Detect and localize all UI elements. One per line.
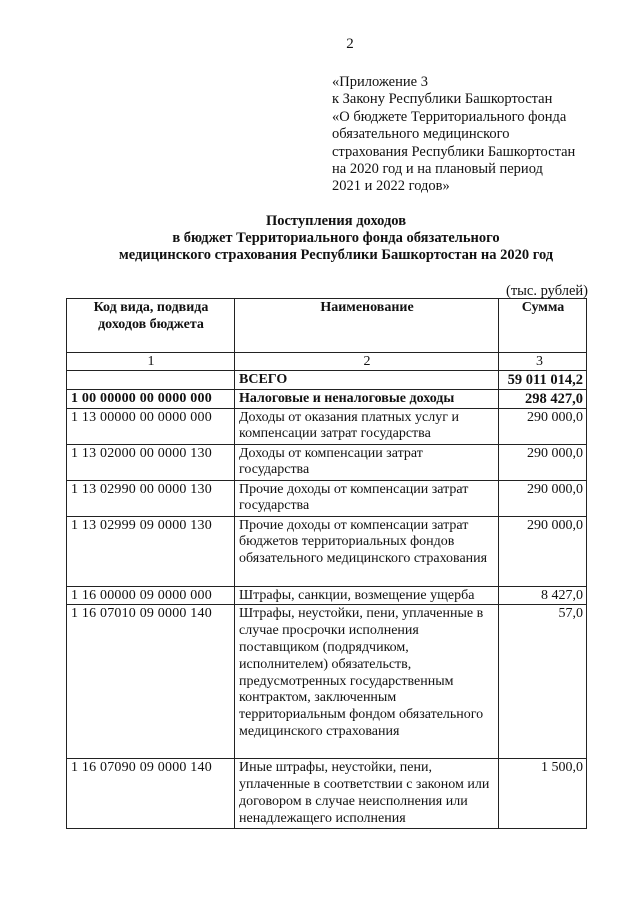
column-number: 1 (67, 353, 235, 371)
appendix-line: «О бюджете Территориального фонда (332, 108, 567, 125)
revenue-table (66, 298, 587, 829)
header-name: Наименование (235, 299, 499, 353)
title-line: медицинского страхования Республики Башкортостан на 2020 год (118, 247, 554, 263)
column-number: 3 (499, 353, 587, 371)
row-name: Штрафы, неустойки, пени, уплаченные в случае просрочки исполнения поставщиком (подрядчиком, исполнителем) обязательств, предусмотренных государственным контрактом, заключенным территориальным фондом обязательного медицинского страхования (235, 605, 499, 759)
row-code (67, 371, 235, 390)
header-code: Код вида, подвида доходов бюджета (67, 299, 235, 353)
title-line: Поступления доходов (265, 213, 407, 229)
column-number-row (67, 353, 587, 371)
header-amount: Сумма (499, 299, 587, 353)
row-code: 1 13 02990 00 0000 130 (67, 480, 235, 516)
row-name: Налоговые и неналоговые доходы (235, 389, 499, 408)
row-code: 1 13 00000 00 0000 000 (67, 408, 235, 444)
row-amount: 290 000,0 (499, 480, 587, 516)
table-row-total (67, 371, 587, 390)
row-code: 1 13 02999 09 0000 130 (67, 516, 235, 586)
page-number: 2 (346, 36, 354, 52)
table-row (67, 759, 587, 828)
table-row (67, 389, 587, 408)
appendix-line: страхования Республики Башкортостан (332, 143, 576, 160)
appendix-line: обязательного медицинского (332, 126, 510, 143)
appendix-line: на 2020 год и на плановый период (332, 161, 543, 178)
document-title (0, 213, 640, 264)
row-amount: 298 427,0 (499, 389, 587, 408)
appendix-line: к Закону Республики Башкортостан (332, 91, 553, 108)
appendix-line: 2021 и 2022 годов» (332, 178, 450, 195)
row-amount: 8 427,0 (499, 586, 587, 605)
row-amount: 290 000,0 (499, 516, 587, 586)
table-row (67, 605, 587, 759)
row-name: Доходы от компенсации затрат государства (235, 444, 499, 480)
row-name: Прочие доходы от компенсации затрат государства (235, 480, 499, 516)
appendix-reference (332, 74, 622, 196)
unit-note: (тыс. рублей) (506, 283, 588, 299)
row-amount: 57,0 (499, 605, 587, 759)
table-header-row (67, 299, 587, 353)
row-code: 1 16 07090 09 0000 140 (67, 759, 235, 828)
row-name: Иные штрафы, неустойки, пени, уплаченные в соответствии с законом или договором в случае неисполнения или ненадлежащего исполнения (235, 759, 499, 828)
table-row (67, 408, 587, 444)
table-row (67, 444, 587, 480)
appendix-line: «Приложение 3 (332, 74, 428, 90)
title-line: в бюджет Территориального фонда обязательного (172, 230, 500, 246)
row-name: Штрафы, санкции, возмещение ущерба (235, 586, 499, 605)
row-name: Прочие доходы от компенсации затрат бюджетов территориальных фондов обязательного медицинского страхования (235, 516, 499, 586)
row-name: Доходы от оказания платных услуг и компенсации затрат государства (235, 408, 499, 444)
table-row (67, 480, 587, 516)
column-number: 2 (235, 353, 499, 371)
row-amount: 59 011 014,2 (499, 371, 587, 390)
row-code: 1 00 00000 00 0000 000 (67, 389, 235, 408)
table-row (67, 586, 587, 605)
row-name: ВСЕГО (235, 371, 499, 390)
row-amount: 290 000,0 (499, 408, 587, 444)
row-amount: 290 000,0 (499, 444, 587, 480)
row-code: 1 16 07010 09 0000 140 (67, 605, 235, 759)
table-row (67, 516, 587, 586)
row-code: 1 13 02000 00 0000 130 (67, 444, 235, 480)
row-amount: 1 500,0 (499, 759, 587, 828)
row-code: 1 16 00000 09 0000 000 (67, 586, 235, 605)
